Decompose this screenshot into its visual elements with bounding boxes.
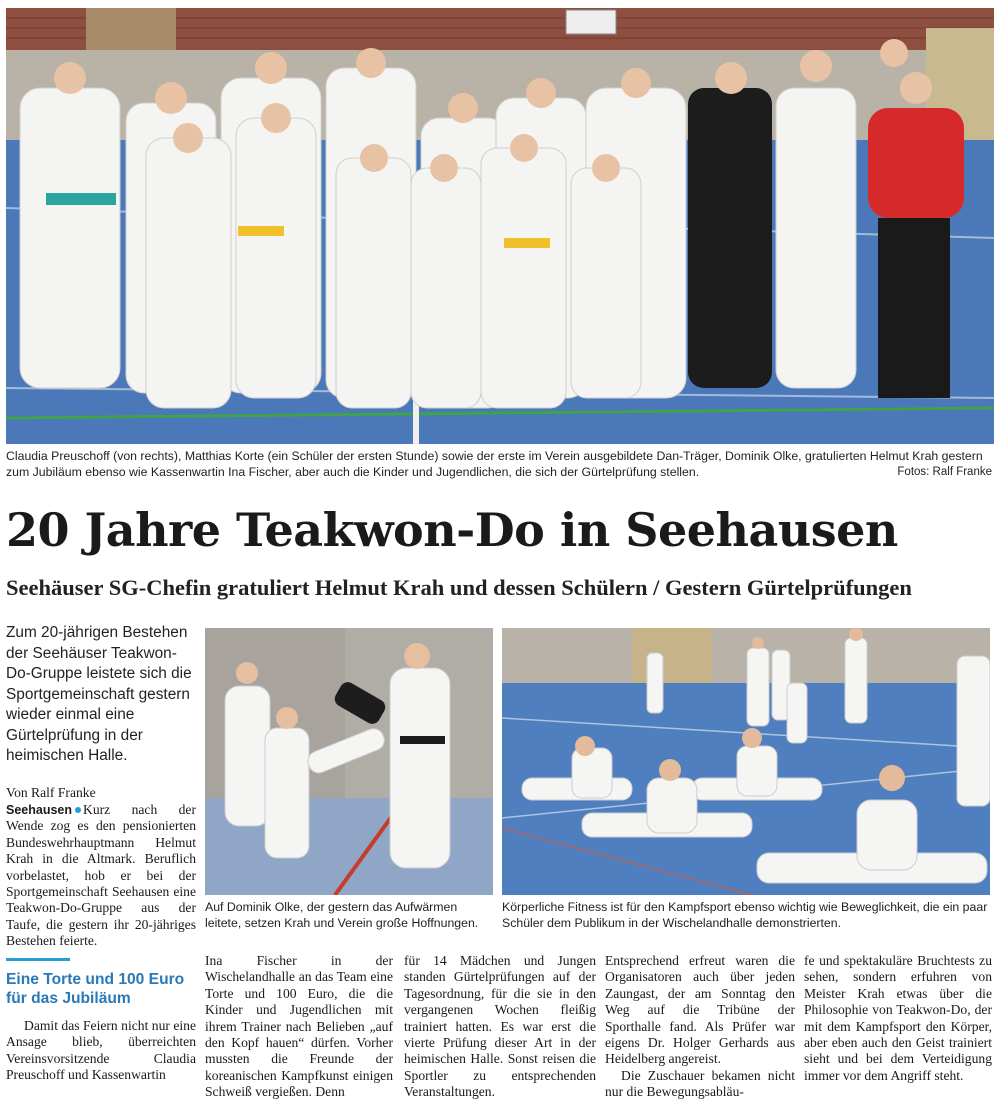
main-caption-text: Claudia Preuschoff (von rechts), Matthias Korte (ein Schüler der ersten Stunde) sowie der erste im Verein ausgebildete Dan-Träger, Dominik Olke, gratulierten Helmut Krah gestern zum Jubiläum ebenso wie Kassenwartin Ina Fischer, aber auch die Kinder und Jugendlichen, die sich der Gürtelprüfung stellen. bbox=[6, 449, 983, 479]
kick-photo-caption: Auf Dominik Olke, der gestern das Aufwärmen leitete, setzen Krah und Verein große Hoffnungen. bbox=[205, 900, 479, 930]
article-column-4 bbox=[605, 953, 795, 1101]
article-column-2: Ina Fischer in der Wischelandhalle an das Team eine Torte und 100 Euro, die die Kinder und Jugendlichen mit ihrem Trainer nach Belieben „auf den Kopf hauen“ dürfen. Vorher mussten die Freunde der koreanischen Kampfkunst einigen Schweiß vergießen. Denn bbox=[205, 953, 393, 1100]
article-column-1 bbox=[6, 802, 196, 950]
column-4-paragraph-2: Die Zuschauer bekamen nicht nur die Bewegungsabläu- bbox=[605, 1067, 795, 1100]
photo-credit: Fotos: Ralf Franke bbox=[897, 466, 992, 478]
kick-training-photo bbox=[205, 628, 493, 895]
split-photo-caption: Körperliche Fitness ist für den Kampfsport ebenso wichtig wie Beweglichkeit, die ein paar Schüler dem Publikum in der Wischelandhalle demonstrierten. bbox=[502, 900, 988, 930]
author-byline: Von Ralf Franke bbox=[6, 785, 96, 800]
split-stretch-photo bbox=[502, 628, 990, 895]
kick-training-photo-graphic bbox=[205, 628, 493, 895]
article-column-1-continued: Damit das Feiern nicht nur eine Ansage blieb, überreichten Vereinsvorsitzende Claudia Preuschoff und Kassenwartin bbox=[6, 1018, 196, 1083]
split-stretch-photo-graphic bbox=[502, 628, 990, 895]
article-column-3: für 14 Mädchen und Jungen standen Gürtelprüfungen auf der Tagesordnung, für die sie in den vergangenen Wochen fleißig trainiert hatten. Es war erst die vierte Prüfung dieser Art in der heimischen Halle. Sonst reisen die Sportler zu entsprechenden Veranstaltungen. bbox=[404, 953, 596, 1100]
article-subheadline: Seehäuser SG-Chefin gratuliert Helmut Krah und dessen Schülern / Gestern Gürtelprüfungen bbox=[6, 575, 912, 600]
article-column-5: fe und spektakuläre Bruchtests zu sehen, sondern erfuhren von Meister Krah etwas über die Philosophie von Teakwon-Do, der mit dem Kampfsport den Körper, aber eben auch den Geist trainiert sieht und bei dem Verteidigung immer vor dem Angriff steht. bbox=[804, 953, 992, 1083]
column-4-paragraph-1: Entsprechend erfreut waren die Organisatoren auch über jeden Zaungast, der am Sonntag den Weg auf die Tribüne der Sporthalle fand. Als Prüfer war eigens Dr. Holger Gerhards aus Heidelberg angereist. bbox=[605, 953, 795, 1067]
subhead-accent-rule bbox=[6, 958, 70, 961]
main-group-photo-graphic bbox=[6, 8, 994, 444]
main-photo-caption bbox=[6, 448, 994, 480]
main-group-photo bbox=[6, 8, 994, 444]
article-intro: Zum 20-jährigen Bestehen der Seehäuser Teakwon-Do-Gruppe leistete sich die Sportgemeinschaft gestern wieder einmal eine Gürtelprüfung in der heimischen Halle. bbox=[6, 624, 192, 764]
dateline-dot-icon bbox=[75, 807, 81, 813]
dateline: Seehausen bbox=[6, 803, 73, 817]
article-subhead: Eine Torte und 100 Euro für das Jubiläum bbox=[6, 971, 185, 1007]
column-1-text: Kurz nach der Wende zog es den pensionierten Bundeswehrhauptmann Helmut Krah in die Altmark. Beruflich vorbelastet, hob er bei der Sportgemeinschaft Seehausen eine Teakwon-Do-Gruppe aus der Taufe, die gestern ihr 20-jähriges Bestehen feierte. bbox=[6, 802, 196, 949]
article-headline: 20 Jahre Teakwon-Do in Seehausen bbox=[6, 503, 898, 557]
